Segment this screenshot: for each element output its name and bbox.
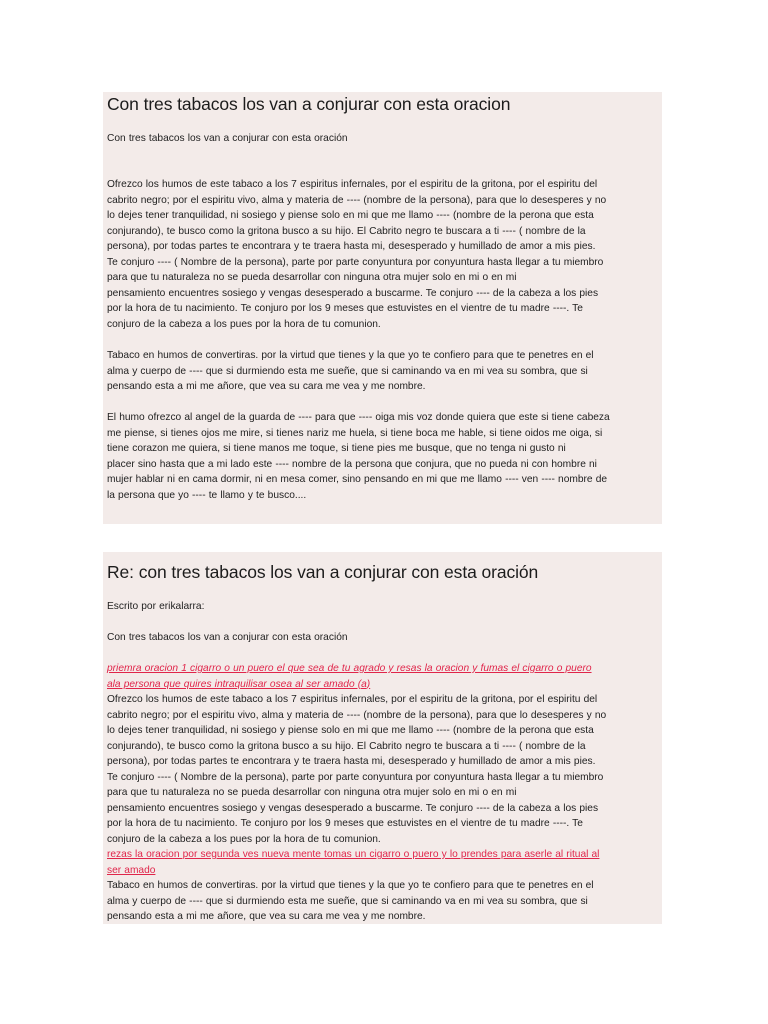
reply-paragraph: Tabaco en humos de convertiras. por la virtud que tienes y la que yo te confiero para que te penetres en el alma y cuerpo de ---- que si durmiendo esta me sueñe, que si caminando va en mi vea su sombra, que si pensando esta a mi me añore, que vea su cara me vea y me nombre. [107, 880, 594, 922]
post-paragraph: El humo ofrezco al angel de la guarda de ---- para que ---- oiga mis voz donde quiera que este si tiene cabeza me piense, si tienes ojos me mire, si tienes nariz me huela, si tiene boca me hable, si tiene oidos me oiga, si tiene corazon me quiera, si tiene manos me toque, si tiene pies me busque, que no tenga ni gusto ni placer sino hasta que a mi lado este ---- nombre de la persona que conjura, que no pueda ni con hombre ni mujer hablar ni en cama dormir, ni en mesa comer, sino pensando en mi que me llamo ---- ven ---- nombre de la persona que yo ---- te llamo y te busco.... [107, 412, 610, 501]
post-paragraph: Tabaco en humos de convertiras. por la virtud que tienes y la que yo te confiero para que te penetres en el alma y cuerpo de ---- que si durmiendo esta me sueñe, que si caminando va en mi vea su sombra, que si pensando esta a mi me añore, que vea su cara me vea y me nombre. [107, 350, 594, 392]
reply-title: Re: con tres tabacos los van a conjurar con esta oración [107, 562, 539, 582]
ritual-note: priemra oracion 1 cigarro o un puero el que sea de tu agrado y resas la oracion y fumas el cigarro o puero ala persona que quires intraquilisar osea al ser amado (a) [107, 663, 592, 690]
post-paragraph: Ofrezco los humos de este tabaco a los 7 espiritus infernales, por el espiritu de la gritona, por el espiritu del cabrito negro; por el espiritu vivo, alma y materia de ---- (nombre de la persona), para que lo desesperes y no lo dejes tener tranquilidad, ni sosiego y piense solo en mi que me llamo ---- (nombre de la perona que esta conjurando), te busco como la gritona busco a su hijo. El Cabrito negro te buscara a ti ---- ( nombre de la persona), por todas partes te encontrara y te traera hasta mi, desesperado y humillado de amor a mis pies. Te conjuro ---- ( Nombre de la persona), parte por parte conyuntura por conyuntura hasta llegar a tu miembro para que tu naturaleza no se pueda desarrollar con ninguna otra mujer solo en mi o en mi pensamiento encuentres sosiego y vengas desesperado a buscarme. Te conjuro ---- de la cabeza a los pies por la hora de tu nacimiento. Te conjuro por los 9 meses que estuvistes en el vientre de tu madre ----. Te conjuro de la cabeza a los pues por la hora de tu comunion. [107, 179, 607, 330]
post-subtitle: Con tres tabacos los van a conjurar con esta oración [107, 133, 348, 144]
quote-title: Con tres tabacos los van a conjurar con esta oración [107, 632, 348, 643]
reply-paragraph: Ofrezco los humos de este tabaco a los 7 espiritus infernales, por el espiritu de la gritona, por el espiritu del cabrito negro; por el espiritu vivo, alma y materia de ---- (nombre de la persona), para que lo desesperes y no lo dejes tener tranquilidad, ni sosiego y piense solo en mi que me llamo ---- (nombre de la perona que esta conjurando), te busco como la gritona busco a su hijo. El Cabrito negro te buscara a ti ---- ( nombre de la persona), por todas partes te encontrara y te traera hasta mi, desesperado y humillado de amor a mis pies. Te conjuro ---- ( Nombre de la persona), parte por parte conyuntura por conyuntura hasta llegar a tu miembro para que tu naturaleza no se pueda desarrollar con ninguna otra mujer solo en mi o en mi pensamiento encuentres sosiego y vengas desesperado a buscarme. Te conjuro ---- de la cabeza a los pies por la hora de tu nacimiento. Te conjuro por los 9 meses que estuvistes en el vientre de tu madre ----. Te conjuro de la cabeza a los pues por la hora de tu comunion. [107, 694, 607, 845]
post-block [103, 92, 662, 524]
reply-author: Escrito por erikalarra: [107, 601, 205, 612]
post-title: Con tres tabacos los van a conjurar con esta oracion [107, 94, 511, 114]
ritual-note: rezas la oracion por segunda ves nueva mente tomas un cigarro o puero y lo prendes para aserle al ritual al ser amado [107, 849, 600, 876]
reply-block [103, 552, 662, 924]
